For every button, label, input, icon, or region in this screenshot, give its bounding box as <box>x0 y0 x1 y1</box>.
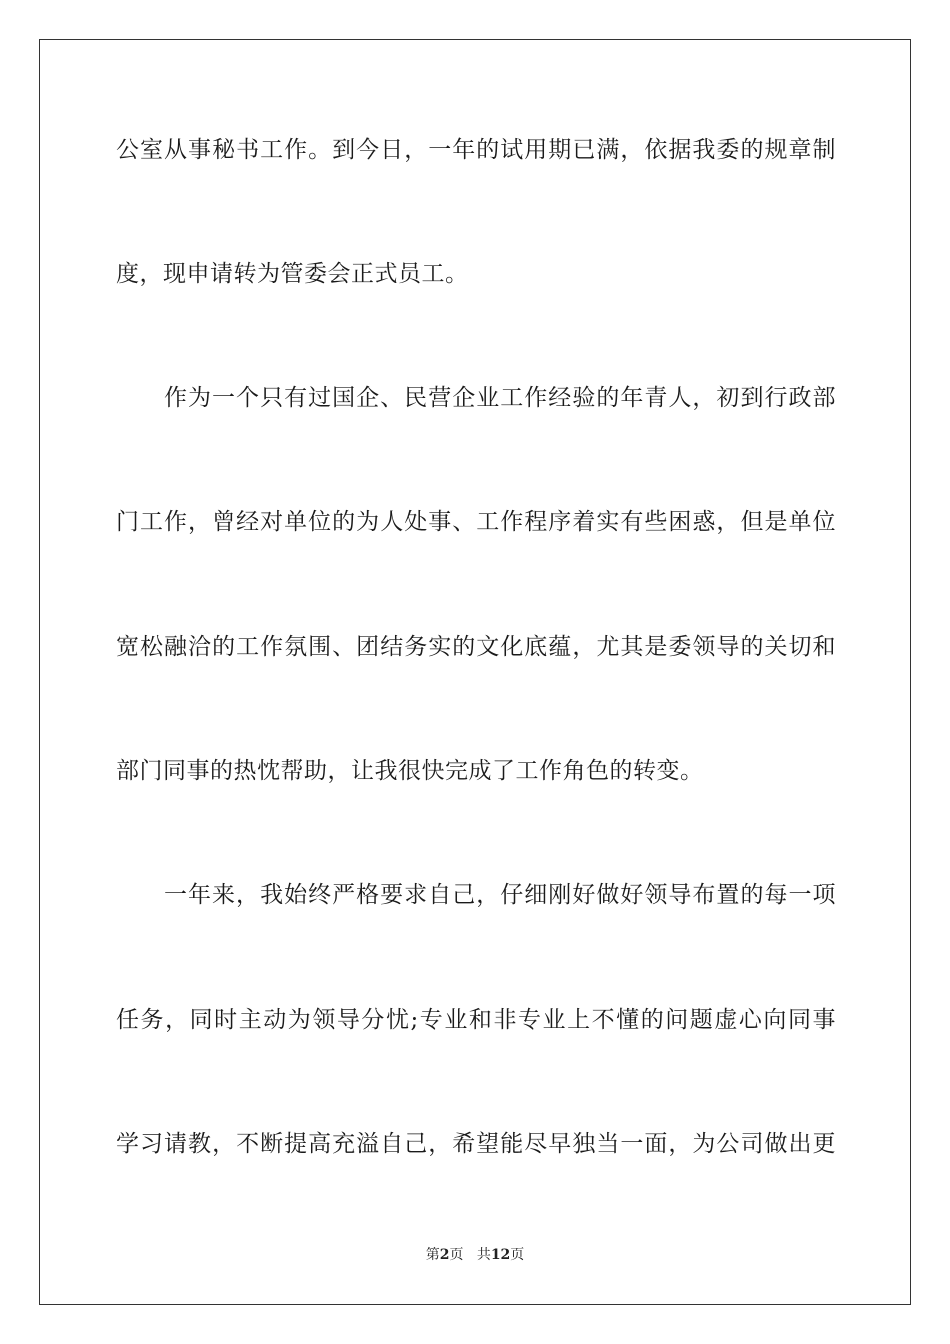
text-line: 宽松融洽的工作氛围、团结务实的文化底蕴，尤其是委领导的关切和 <box>116 634 836 660</box>
text-line: 门工作，曾经对单位的为人处事、工作程序着实有些困惑，但是单位 <box>116 509 836 535</box>
total-label-suffix: 页 <box>510 1247 525 1263</box>
page-border <box>39 39 911 1305</box>
text-line: 学习请教，不断提高充溢自己，希望能尽早独当一面，为公司做出更 <box>116 1131 836 1157</box>
page-label-suffix: 页 <box>449 1247 464 1263</box>
text-line: 任务，同时主动为领导分忧;专业和非专业上不懂的问题虚心向同事 <box>116 1007 836 1033</box>
total-page-count: 12 <box>490 1247 511 1263</box>
text-line: 度，现申请转为管委会正式员工。 <box>116 261 469 287</box>
text-line: 部门同事的热忱帮助，让我很快完成了工作角色的转变。 <box>116 758 704 784</box>
total-label-prefix: 共 <box>476 1247 491 1263</box>
paragraph-first-line: 作为一个只有过国企、民营企业工作经验的年青人，初到行政部 <box>164 385 836 411</box>
paragraph-first-line: 一年来，我始终严格要求自己，仔细刚好做好领导布置的每一项 <box>164 882 836 908</box>
text-line: 公室从事秘书工作。到今日，一年的试用期已满，依据我委的规章制 <box>116 137 836 163</box>
page-footer <box>0 1246 950 1264</box>
page-label-prefix: 第 <box>425 1247 440 1263</box>
current-page-number: 2 <box>439 1247 450 1263</box>
